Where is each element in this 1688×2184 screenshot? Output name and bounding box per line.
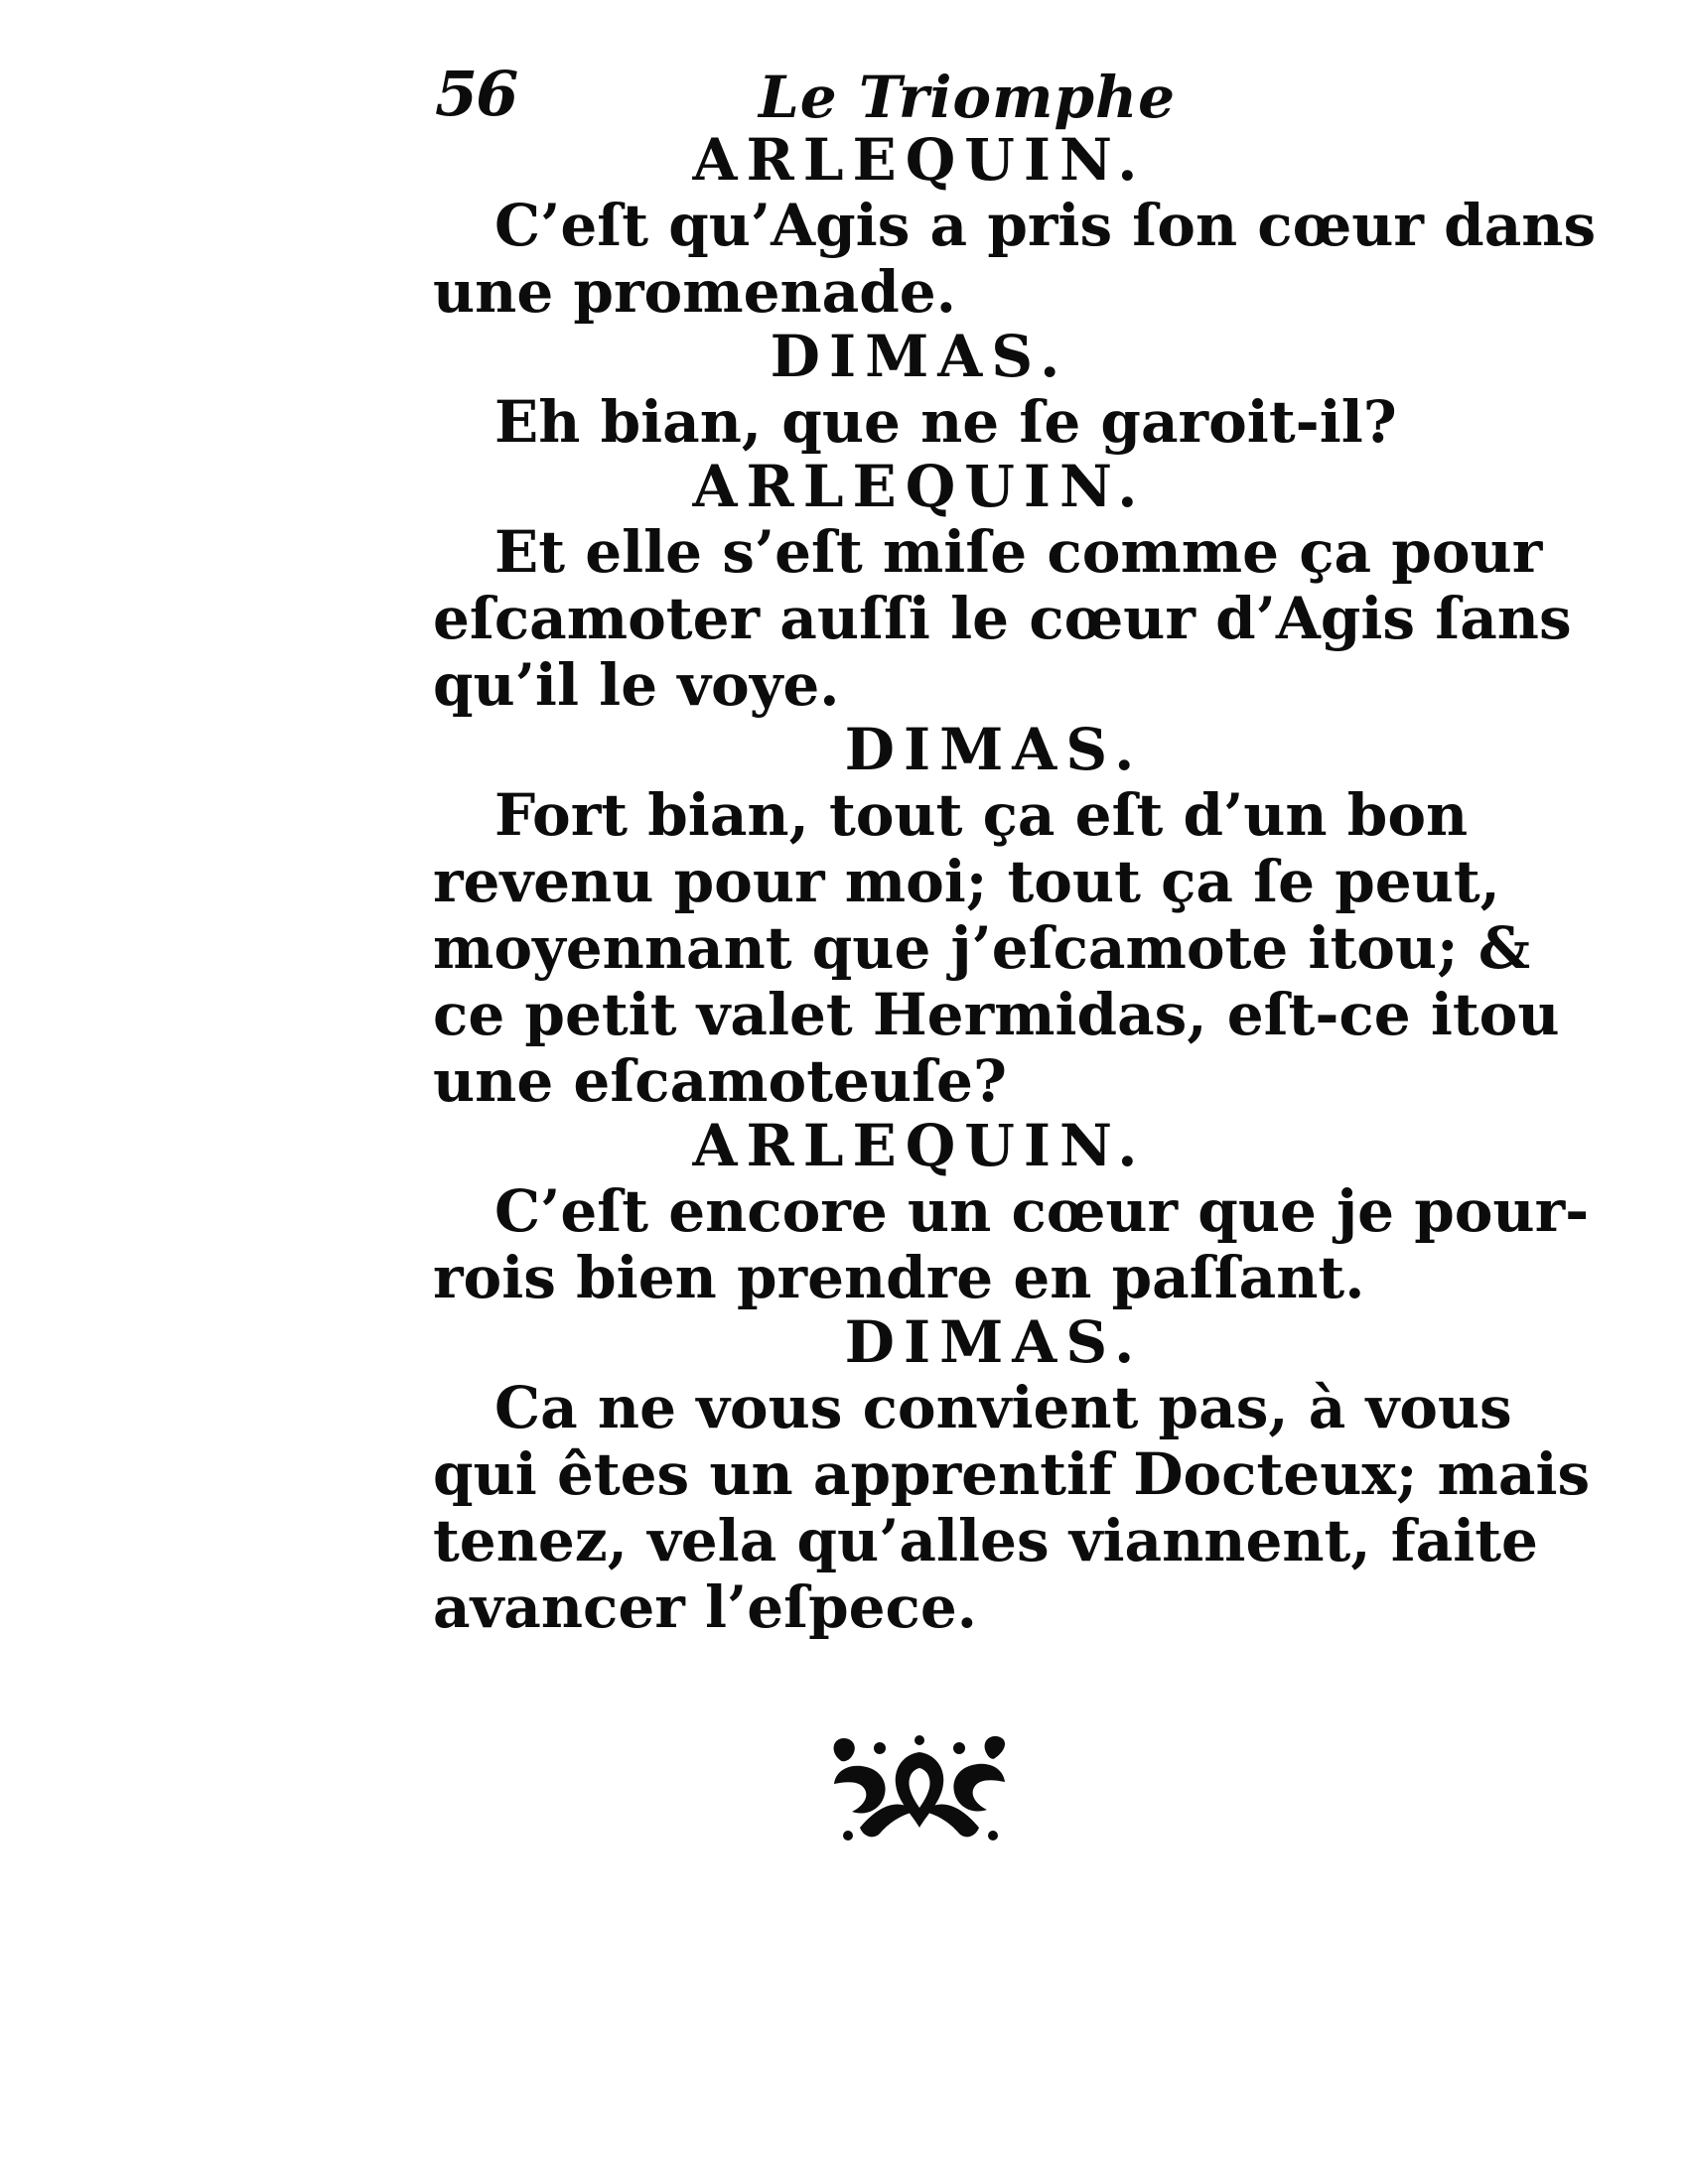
speech [433, 1374, 1591, 1641]
speech-line: avancer l’eſpece. [433, 1573, 977, 1641]
speech-line: Ca ne vous convient pas, à vous [494, 1374, 1512, 1441]
speech [433, 388, 1397, 456]
speech-line: Et elle s’eſt miſe comme ça pour [494, 518, 1543, 586]
speech-line: C’eſt qu’Agis a pris ſon cœur dans [494, 192, 1597, 259]
speech-line: une eſcamoteuſe? [433, 1047, 1007, 1115]
text-block [433, 50, 1597, 1641]
running-title: Le Triomphe [759, 64, 1177, 131]
speaker-name: DIMAS. [770, 323, 1069, 390]
speech-line: qui êtes un apprentif Docteux; mais [433, 1440, 1591, 1508]
speech-line: qu’il le voye. [433, 651, 840, 719]
page-number: 56 [435, 58, 517, 130]
speaker-name: DIMAS. [844, 716, 1144, 783]
speech-line: ce petit valet Hermidas, eſt-ce itou [433, 981, 1560, 1048]
speech-line: revenu pour moi; tout ça ſe peut, [433, 848, 1500, 915]
speech [433, 1177, 1590, 1311]
speech-line: tenez, vela qu’alles viannent, faite [433, 1507, 1538, 1574]
speaker-name: ARLEQUIN. [692, 453, 1147, 520]
speech-line: une promenade. [433, 258, 956, 326]
speech-line: eſcamoter auſſi le cœur d’Agis ſans [433, 585, 1572, 652]
speaker-name: ARLEQUIN. [692, 126, 1147, 194]
speech-line: Fort bian, tout ça eſt d’un bon [494, 781, 1469, 849]
speech-line: C’eſt encore un cœur que je pour- [494, 1177, 1590, 1245]
speech-line: moyennant que j’eſcamote itou; & [433, 914, 1531, 982]
speech [433, 518, 1572, 719]
speaker-name: ARLEQUIN. [692, 1112, 1147, 1179]
speech-line: rois bien prendre en paſſant. [433, 1244, 1365, 1311]
fleuron-icon [820, 1732, 1019, 1842]
page-header [433, 50, 1386, 129]
speech-line: Eh bian, que ne ſe garoit-il? [494, 388, 1397, 456]
speech [433, 192, 1597, 326]
speech [433, 781, 1560, 1115]
speaker-name: DIMAS. [844, 1308, 1144, 1376]
